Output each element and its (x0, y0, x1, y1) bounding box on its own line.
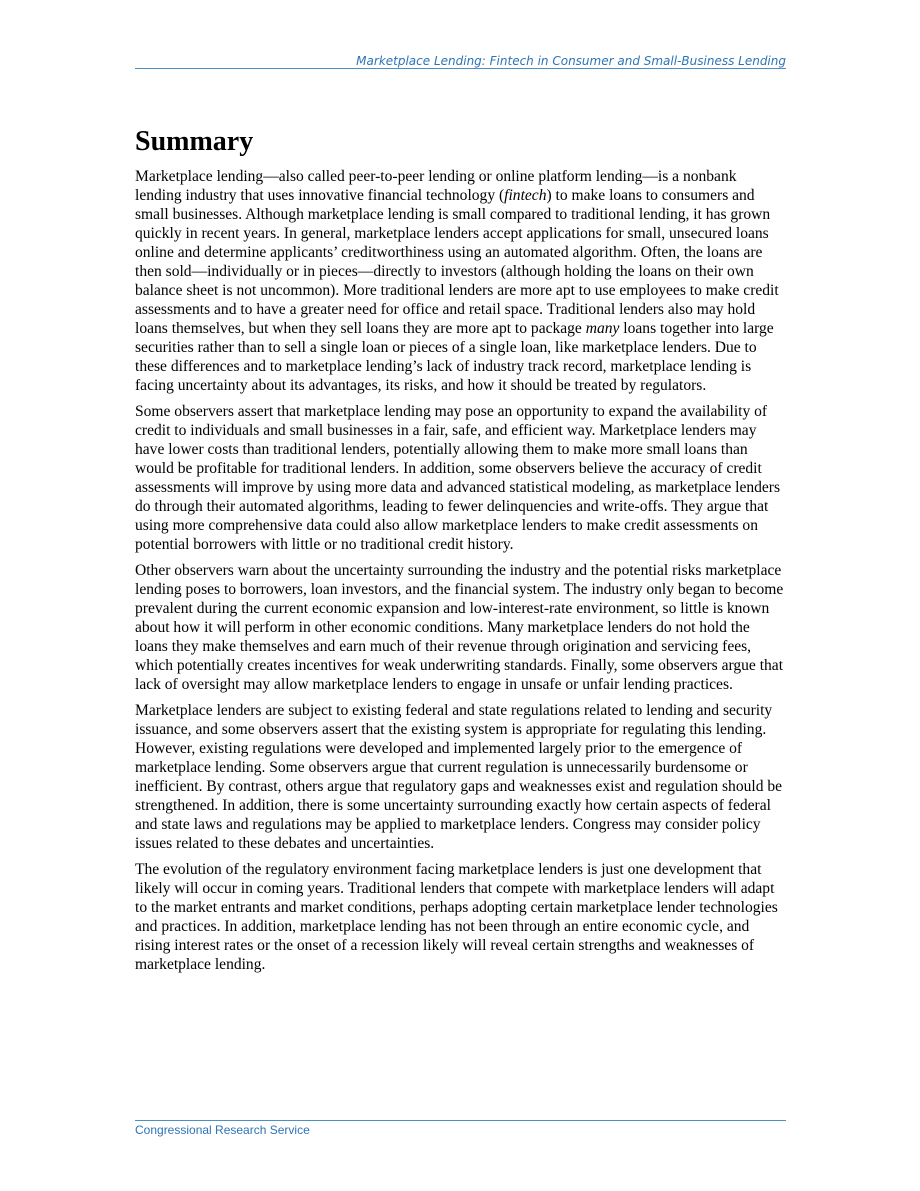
p1-text-e: loans together into large securities rather than to sell a single loan or pieces of a single loan, like marketplace lenders. Due to these differences and to marketplace lending’s lack of industry track record, marketplace lending is facing uncertainty about its advantages, its risks, and how it should be treated by regulators. (135, 320, 774, 394)
p1-emphasis-fintech: fintech (504, 187, 547, 204)
paragraph-4: Marketplace lenders are subject to existing federal and state regulations related to lending and security issuance, and some observers assert that the existing system is appropriate for regulating this lending. However, existing regulations were developed and implemented largely prior to the emergence of marketplace lending. Some observers argue that current regulation is unnecessarily burdensome or inefficient. By contrast, others argue that regulatory gaps and weaknesses exist and regulation should be strengthened. In addition, there is some uncertainty surrounding exactly how certain aspects of federal and state laws and regulations may be applied to marketplace lenders. Congress may consider policy issues related to these debates and uncertainties. (135, 702, 783, 852)
running-header: Marketplace Lending: Fintech in Consumer and Small-Business Lending (356, 54, 786, 68)
footer-rule (135, 1120, 786, 1121)
paragraph-5: The evolution of the regulatory environment facing marketplace lenders is just one development that likely will occur in coming years. Traditional lenders that compete with marketplace lenders will adapt to the market entrants and market conditions, perhaps adopting certain marketplace lender technologies and practices. In addition, marketplace lending has not been through an entire economic cycle, and rising interest rates or the onset of a recession likely will reveal certain strengths and weaknesses of marketplace lending. (135, 861, 778, 973)
p1-emphasis-many: many (585, 320, 620, 337)
paragraph-3: Other observers warn about the uncertainty surrounding the industry and the potential risks marketplace lending poses to borrowers, loan investors, and the financial system. The industry only began to become prevalent during the current economic expansion and low-interest-rate environment, so little is known about how it will perform in other economic conditions. Many marketplace lenders do not hold the loans they make themselves and earn much of their revenue through origination and servicing fees, which potentially creates incentives for weak underwriting standards. Finally, some observers argue that lack of oversight may allow marketplace lenders to engage in unsafe or unfair lending practices. (135, 562, 784, 693)
p1-text-a: Marketplace lending—also called peer-to-peer lending or online platform lending—is a nonbank lending industry that uses innovative financial technology ( (135, 168, 737, 204)
paragraph-1 (135, 167, 786, 395)
p1-text-c: ) to make loans to consumers and small businesses. Although marketplace lending is small compared to traditional lending, it has grown quickly in recent years. In general, marketplace lenders accept applications for small, unsecured loans online and determine applicants’ creditworthiness using an automated algorithm. Often, the loans are then sold—individually or in pieces—directly to investors (although holding the loans on their own balance sheet is not uncommon). More traditional lenders are more apt to use employees to make credit assessments and to have a greater need for office and retail space. Traditional lenders also may hold loans themselves, but when they sell loans they are more apt to package (135, 187, 779, 337)
footer-organization: Congressional Research Service (135, 1123, 310, 1137)
page-title: Summary (135, 126, 254, 157)
header-rule (135, 68, 786, 69)
summary-body (135, 167, 786, 981)
paragraph-2: Some observers assert that marketplace lending may pose an opportunity to expand the availability of credit to individuals and small businesses in a fair, safe, and efficient way. Marketplace lenders may have lower costs than traditional lenders, potentially allowing them to make more small loans than would be profitable for traditional lenders. In addition, some observers believe the accuracy of credit assessments will improve by using more data and advanced statistical modeling, as marketplace lenders do through their automated algorithms, leading to fewer delinquencies and write-offs. They argue that using more comprehensive data could also allow marketplace lenders to make credit assessments on potential borrowers with little or no traditional credit history. (135, 403, 781, 553)
